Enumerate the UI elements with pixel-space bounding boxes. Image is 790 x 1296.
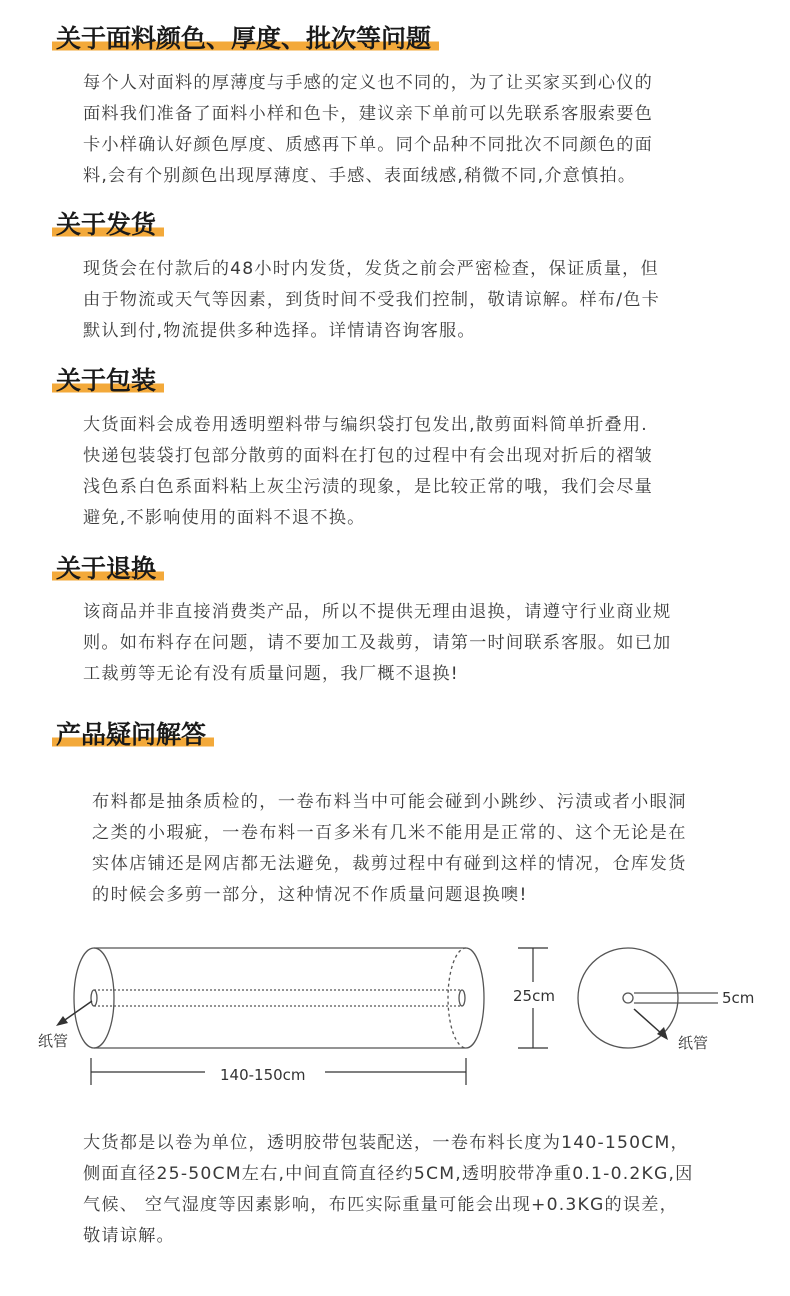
tube-arrow-right (634, 1009, 668, 1040)
section-body: 该商品并非直接消费类产品，所以不提供无理由退换，请遵守行业商业规 则。如布料存在问题，请不要加工及裁剪，请第一时间联系客服。如已加 工裁剪等无论有没有质量问题，我厂概不退换! (83, 602, 672, 684)
length-label: 140-150cm (220, 1066, 306, 1084)
section-heading: 关于发货 (52, 208, 164, 242)
roll-spec-note: 大货都是以卷为单位，透明胶带包装配送，一卷布料长度为140-150CM， 侧面直径25-50CM左右,中间直筒直径约5CM,透明胶带净重0.1-0.2KG,因 气候、 空气湿度等因素影响，布匹实际重量可能会出现+0.3KG的误差， 敬请谅解。 (83, 1133, 694, 1246)
section-body: 布料都是抽条质检的，一卷布料当中可能会碰到小跳纱、污渍或者小眼洞 之类的小瑕疵，一卷布料一百多米有几米不能用是正常的、这个无论是在 实体店铺还是网店都无法避免，裁剪过程中有碰到这样的情况，仓库发货 的时候会多剪一部分，这种情况不作质量问题退换噢! (92, 792, 687, 905)
paper-tube-label-right: 纸管 (678, 1034, 709, 1052)
core-diameter-label: 5cm (722, 989, 755, 1007)
diameter-label: 25cm (513, 987, 555, 1005)
section-heading: 关于退换 (52, 552, 164, 586)
section-body: 每个人对面料的厚薄度与手感的定义也不同的，为了让买家买到心仪的 面料我们准备了面料小样和色卡，建议亲下单前可以先联系客服索要色 卡小样确认好颜色厚度、质感再下单。同个品种不同批次不同颜色的面 料,会有个别颜色出现厚薄度、手感、表面绒感,稍微不同,介意慎拍。 (83, 73, 654, 186)
section-heading: 关于面料颜色、厚度、批次等问题 (52, 22, 439, 56)
section-heading: 关于包装 (52, 364, 164, 398)
section-body: 大货面料会成卷用透明塑料带与编织袋打包发出,散剪面料简单折叠用. 快递包装袋打包部分散剪的面料在打包的过程中有会出现对折后的褶皱 浅色系白色系面料粘上灰尘污渍的现象，是比较正常的哦，我们会尽量 避免,不影响使用的面料不退不换。 (83, 415, 654, 528)
section-heading: 产品疑问解答 (52, 718, 214, 752)
fabric-roll-diagram (0, 930, 790, 1100)
section-body: 现货会在付款后的48小时内发货，发货之前会严密检查，保证质量，但 由于物流或天气等因素，到货时间不受我们控制，敬请谅解。样布/色卡 默认到付,物流提供多种选择。详情请咨询客服。 (83, 259, 661, 341)
fabric-roll-cylinder (74, 948, 484, 1048)
paper-tube-label-left: 纸管 (38, 1032, 69, 1050)
roll-side-view (578, 948, 718, 1048)
